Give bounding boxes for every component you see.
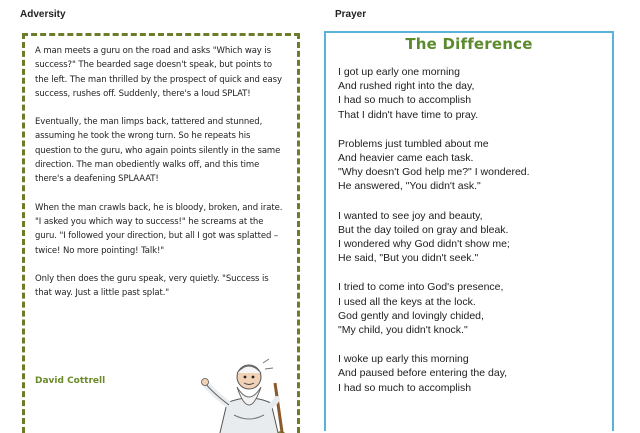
poem-line: I got up early one morning (338, 66, 460, 78)
poem-stanza-2 (338, 137, 600, 194)
story-paragraph-4: Only then does the guru speak, very quietly. "Success is that way. Just a little past splat." (35, 273, 269, 299)
guru-cartoon-icon (199, 353, 299, 433)
story-paragraph-1: A man meets a guru on the road and asks "Which way is success?" The bearded sage doesn't speak, but points to the left. The man thrilled by the prospect of quick and easy success, rushes off. Suddenly, there's a loud SPLAT! (35, 46, 282, 99)
story-paragraph-2: Eventually, the man limps back, tattered and stunned, assuming he took the wrong turn. So he repeats his question to the guru, who again points silently in the same direction. The man obediently walks off, and this time there's a deafening SPLAAAT! (35, 117, 281, 185)
author-signature: David Cottrell (35, 376, 106, 386)
poem-line: I had so much to accomplish (338, 94, 472, 107)
poem-stanza-4 (338, 280, 600, 337)
poem-title: The Difference (405, 35, 533, 53)
poem-line: "My child, you didn't knock." (338, 324, 468, 337)
poem-line: "Why doesn't God help me?" I wondered. (338, 166, 530, 179)
poem-line: He answered, "You didn't ask." (338, 180, 481, 193)
adversity-heading: Adversity (20, 9, 66, 20)
poem-line: I wondered why God didn't show me; (338, 238, 510, 251)
prayer-heading: Prayer (335, 9, 367, 20)
poem-line: I had so much to accomplish (338, 381, 472, 394)
poem-line: And rushed right into the day, (338, 80, 475, 93)
poem-line: I used all the keys at the lock. (338, 295, 476, 308)
poem-line: That I didn't have time to pray. (338, 108, 479, 121)
poem-line: But the day toiled on gray and bleak. (338, 223, 509, 236)
poem-stanza-3 (338, 209, 600, 266)
prayer-card (324, 31, 614, 431)
poem-line: I woke up early this morning (338, 353, 469, 366)
poem-line: I tried to come into God's presence, (338, 281, 504, 294)
poem-line: And heavier came each task. (338, 152, 474, 165)
poem-line: And paused before entering the day, (338, 367, 508, 380)
story-paragraph-3: When the man crawls back, he is bloody, broken, and irate. "I asked you which way to success!" he screams at the guru. "I followed your direction, but all I got was splatted – twice! No more pointing! Talk!" (35, 202, 283, 256)
poem-line: God gently and lovingly chided, (338, 309, 484, 322)
adversity-card (22, 33, 300, 433)
poem-line: He said, "But you didn't seek." (338, 252, 479, 265)
poem-stanza-1 (338, 65, 600, 122)
poem-stanza-5 (338, 352, 600, 395)
poem-line: Problems just tumbled about me (338, 137, 489, 150)
poem-line: I wanted to see joy and beauty, (338, 209, 483, 222)
